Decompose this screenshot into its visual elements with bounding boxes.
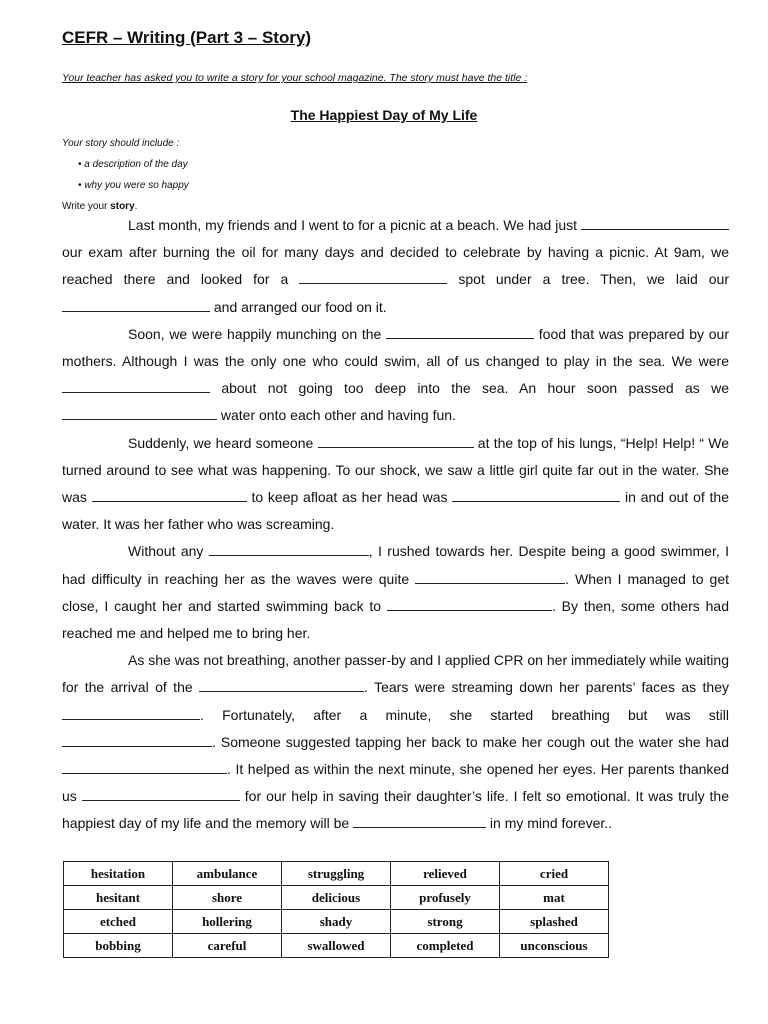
word-bank-cell: etched: [64, 910, 173, 934]
word-bank-row: [64, 910, 609, 934]
blank-6[interactable]: [62, 406, 217, 420]
story-paragraph-4: Without any , I rushed towards her. Despite being a good swimmer, I had difficulty in reaching her as the waves were quite . When I managed to get close, I caught her and started swimming back to . By then, some others had reached me and helped me to bring her.: [62, 543, 730, 642]
word-bank-cell: hesitation: [64, 862, 173, 886]
word-bank-cell: relieved: [391, 862, 500, 886]
word-bank-cell: struggling: [282, 862, 391, 886]
word-bank-cell: ambulance: [173, 862, 282, 886]
blank-2[interactable]: [299, 270, 447, 284]
blank-10[interactable]: [209, 542, 369, 556]
word-bank-cell: hollering: [173, 910, 282, 934]
word-bank-cell: shady: [282, 910, 391, 934]
word-bank-cell: hesitant: [64, 886, 173, 910]
word-bank-cell: mat: [500, 886, 609, 910]
blank-12[interactable]: [387, 597, 552, 611]
word-bank-cell: strong: [391, 910, 500, 934]
story-paragraph-1: Last month, my friends and I went to for a picnic at a beach. We had just our exam after burning the oil for many days and decided to celebrate by having a picnic. At 9am, we reached there and looked for a spot under a tree. Then, we laid our and arranged our food on it.: [62, 217, 729, 315]
story-paragraph-3: Suddenly, we heard someone at the top of his lungs, “Help! Help! “ We turned around to see what was happening. To our shock, we saw a little girl quite far out in the water. She was to keep afloat as her head was in and out of the water. It was her father who was screaming.: [62, 434, 730, 533]
word-bank-cell: splashed: [500, 910, 609, 934]
write-story-prompt: Write your story.: [62, 201, 138, 212]
word-bank-cell: bobbing: [64, 934, 173, 958]
story-requirements: [62, 133, 189, 217]
word-bank-cell: completed: [391, 934, 500, 958]
word-bank-cell: swallowed: [282, 934, 391, 958]
blank-7[interactable]: [318, 434, 474, 448]
blank-17[interactable]: [82, 787, 240, 801]
word-bank-row: [64, 886, 609, 910]
word-bank-cell: shore: [173, 886, 282, 910]
worksheet-title: CEFR – Writing (Part 3 – Story): [62, 28, 312, 47]
blank-16[interactable]: [62, 760, 227, 774]
story-paragraph-2: Soon, we were happily munching on the food that was prepared by our mothers. Although I was the only one who could swim, all of us changed to play in the sea. We were about not going too deep into the sea. An hour soon passed as we water onto each other and having fun.: [62, 325, 729, 424]
word-bank-table: [63, 861, 609, 958]
word-bank-cell: unconscious: [500, 934, 609, 958]
story-title: The Happiest Day of My Life: [290, 107, 478, 123]
blank-15[interactable]: [62, 733, 212, 747]
blank-5[interactable]: [62, 379, 210, 393]
blank-1[interactable]: [581, 216, 729, 230]
requirement-item: • a description of the day: [78, 159, 188, 170]
word-bank-row: [64, 862, 609, 886]
blank-14[interactable]: [62, 706, 200, 720]
word-bank-row: [64, 934, 609, 958]
blank-18[interactable]: [353, 814, 486, 828]
word-bank-cell: careful: [173, 934, 282, 958]
word-bank-cell: delicious: [282, 886, 391, 910]
blank-11[interactable]: [415, 570, 565, 584]
requirement-item: • why you were so happy: [78, 180, 189, 191]
blank-9[interactable]: [452, 488, 620, 502]
blank-8[interactable]: [92, 488, 247, 502]
word-bank-cell: profusely: [391, 886, 500, 910]
blank-3[interactable]: [62, 298, 210, 312]
blank-4[interactable]: [386, 325, 534, 339]
word-bank-cell: cried: [500, 862, 609, 886]
blank-13[interactable]: [199, 678, 364, 692]
task-instruction: Your teacher has asked you to write a story for your school magazine. The story must have the title :: [62, 72, 528, 84]
requirements-intro: Your story should include :: [62, 138, 180, 149]
story-text: [62, 212, 729, 838]
story-paragraph-5: As she was not breathing, another passer-by and I applied CPR on her immediately while waiting for the arrival of the . Tears were streaming down her parents’ faces as they . Fortunately, after a minute, she started breathing but was still . Someone suggested tapping her back to make her cough out the water she had . It helped as within the next minute, she opened her eyes. Her parents thanked us for our help in saving their daughter’s life. I felt so emotional. It was truly the happiest day of my life and the memory will be in my mind forever..: [62, 652, 730, 832]
